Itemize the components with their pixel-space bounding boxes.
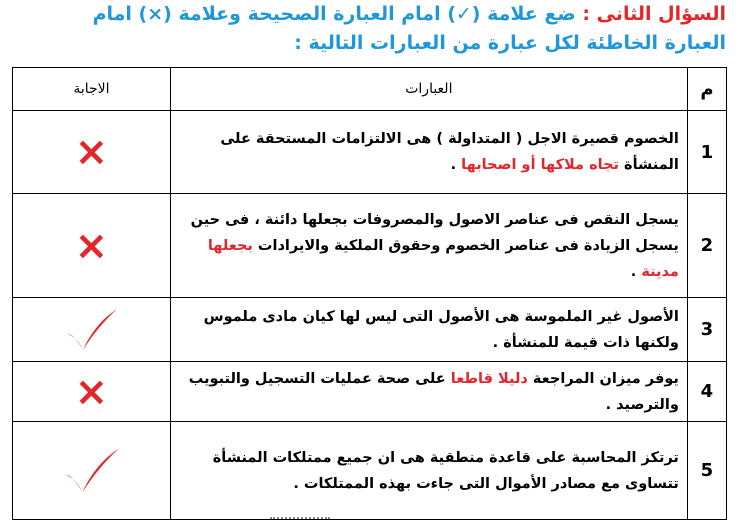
table-row <box>13 194 727 298</box>
statement-part: . <box>450 157 462 173</box>
row-number: 5 <box>687 422 726 520</box>
statement-part: يوفر ميزان المراجعة <box>527 370 679 387</box>
statement-part: يسجل النقص فى عناصر الاصول والمصروفات بجعلها دائنة ، فى حين يسجل الزيادة فى عناصر الخصوم وحقوق الملكية والايرادات <box>190 211 679 254</box>
question-header <box>14 0 726 58</box>
statement-text <box>170 422 687 520</box>
answer-cell <box>13 194 171 298</box>
statement-highlight: تجاه ملاكها أو اصحابها <box>461 157 619 173</box>
question-title: السؤال الثانى : <box>582 3 726 25</box>
statement-part: الخصوم قصيرة الاجل ( المتداولة ) هى الالتزامات المستحقة على المنشأة <box>220 131 679 173</box>
table-row <box>13 422 727 520</box>
row-number: 4 <box>687 362 726 422</box>
cross-mark-icon: × <box>74 222 109 269</box>
table-row <box>13 298 727 362</box>
statement-part: . <box>630 263 642 280</box>
statement-part: الأصول غير الملموسة هى الأصول التى ليس لها كيان مادى ملموس ولكنها ذات قيمة للمنشأة . <box>203 308 679 351</box>
instruction-line-1: ضع علامة (✓) امام العبارة الصحيحة وعلامة (×) امام <box>92 3 576 25</box>
statement-text <box>170 111 687 194</box>
check-mark-icon <box>61 306 121 354</box>
statement-part: على صحة عمليات التسجيل والتبويب والترصيد . <box>188 370 679 413</box>
cross-mark-icon: × <box>74 129 109 175</box>
statement-highlight: بجعلها مدينة <box>207 237 679 280</box>
instruction-line-2: العبارة الخاطئة لكل عبارة من العبارات التالية : <box>294 32 726 54</box>
row-number: 3 <box>687 298 726 362</box>
answer-cell <box>13 422 171 520</box>
answer-cell <box>13 111 171 194</box>
statement-part: ترتكز المحاسبة على قاعدة منطقية هى ان جميع ممتلكات المنشأة تتساوى مع مصادر الأموال التى جاءت بهذه الممتلكات . <box>212 449 679 492</box>
check-mark-icon <box>59 445 123 497</box>
statement-highlight: دليلا قاطعا <box>450 370 528 387</box>
col-header-answer: الاجابة <box>13 68 171 111</box>
footer-divider <box>270 517 330 523</box>
table-row <box>13 111 727 194</box>
row-number: 2 <box>687 194 726 298</box>
header-line-1 <box>14 0 726 29</box>
answer-cell <box>13 298 171 362</box>
row-number: 1 <box>687 111 726 194</box>
statement-text <box>170 298 687 362</box>
cross-mark-icon: × <box>74 368 109 415</box>
col-header-number: م <box>687 68 726 111</box>
statement-text <box>170 194 687 298</box>
answer-cell <box>13 362 171 422</box>
col-header-statements: العبارات <box>170 68 687 111</box>
statement-text <box>170 362 687 422</box>
questions-table <box>12 67 727 520</box>
table-row <box>13 362 727 422</box>
table-header-row <box>13 68 727 111</box>
